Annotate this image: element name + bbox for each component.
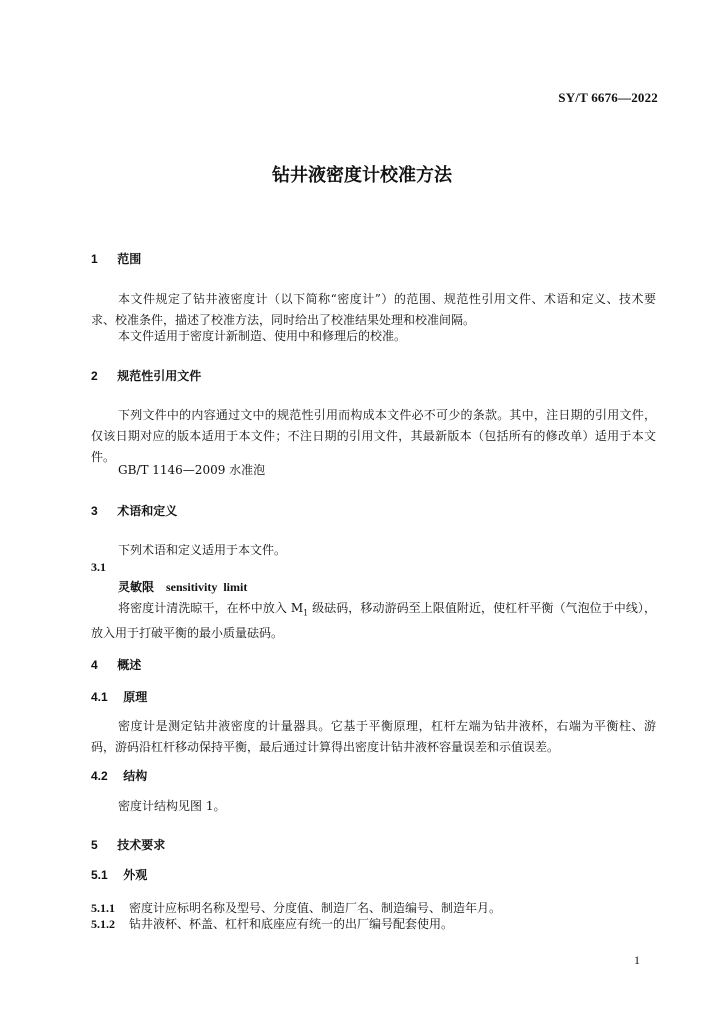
normative-reference: GB/T 1146—2009 水准泡 — [118, 463, 266, 477]
section-4-heading — [91, 656, 141, 673]
section-2-heading — [91, 367, 201, 384]
section-1-heading — [91, 250, 141, 267]
subsection-number: 4.2 — [91, 769, 108, 783]
section-2-paragraph-1: 下列文件中的内容通过文中的规范性引用而构成本文件必不可少的条款。其中，注日期的引用文件，仅该日期对应的版本适用于本文件；不注日期的引用文件，其最新版本（包括所有的修改单）适用于本文件。 — [91, 408, 656, 464]
subsection-4-1-paragraph: 密度计是测定钻井液密度的计量器具。它基于平衡原理，杠杆左端为钻井液杯，右端为平衡柱、游码，游码沿杠杆移动保持平衡，最后通过计算得出密度计钻井液杯容量误差和示值误差。 — [91, 719, 656, 754]
term-definition — [91, 598, 656, 644]
clause-text: 钻井液杯、杯盖、杠杆和底座应有统一的出厂编号配套使用。 — [129, 917, 454, 931]
subsection-title: 原理 — [123, 690, 148, 704]
subsection-title: 外观 — [123, 868, 148, 882]
definition-text-b: 级砝码，移动游码至上限值附近，使杠杆平衡（气泡位于中线），放入用于打破平衡的最小质量砝码。 — [91, 601, 656, 641]
section-3-paragraph-1: 下列术语和定义适用于本文件。 — [118, 543, 287, 557]
section-number: 3 — [91, 504, 98, 518]
subsection-number: 4.1 — [91, 690, 108, 704]
term-entry — [91, 577, 683, 598]
section-title: 术语和定义 — [117, 504, 178, 518]
page-number: 1 — [634, 953, 640, 967]
term-chinese: 灵敏限 — [118, 580, 155, 594]
standard-code: SY/T 6676—2022 — [558, 90, 658, 105]
definition-subscript: 1 — [303, 608, 309, 618]
subsection-title: 结构 — [123, 769, 148, 783]
section-number: 4 — [91, 658, 98, 672]
clause-text: 密度计应标明名称及型号、分度值、制造厂名、制造编号、制造年月。 — [129, 901, 502, 915]
clause-number: 5.1.2 — [91, 917, 115, 931]
subsection-4-2-heading — [91, 767, 147, 784]
clause-5-1-2 — [91, 914, 656, 935]
section-5-heading — [91, 836, 165, 853]
section-1-paragraph-1: 本文件规定了钻井液密度计（以下简称“密度计”）的范围、规范性引用文件、术语和定义、技术要求、校准条件，描述了校准方法，同时给出了校准结果处理和校准间隔。 — [91, 292, 656, 327]
subsection-4-2-paragraph: 密度计结构见图 1。 — [118, 799, 226, 813]
subsection-number: 5.1 — [91, 868, 108, 882]
section-1-paragraph-2: 本文件适用于密度计新制造、使用中和修理后的校准。 — [118, 329, 407, 343]
definition-text-a: 将密度计清洗晾干，在杯中放入 M — [118, 601, 304, 615]
section-number: 1 — [91, 252, 98, 266]
document-title: 钻井液密度计校准方法 — [272, 165, 452, 186]
section-title: 技术要求 — [117, 838, 166, 852]
section-3-heading — [91, 502, 177, 519]
section-title: 范围 — [117, 252, 142, 266]
section-number: 5 — [91, 838, 98, 852]
section-title: 规范性引用文件 — [117, 369, 202, 383]
section-number: 2 — [91, 369, 98, 383]
clause-number: 5.1.1 — [91, 901, 115, 915]
subsection-5-1-heading — [91, 866, 147, 883]
subsection-4-1-heading — [91, 688, 147, 705]
term-number: 3.1 — [91, 560, 106, 574]
section-title: 概述 — [117, 658, 142, 672]
term-english: sensitivity limit — [166, 580, 248, 594]
